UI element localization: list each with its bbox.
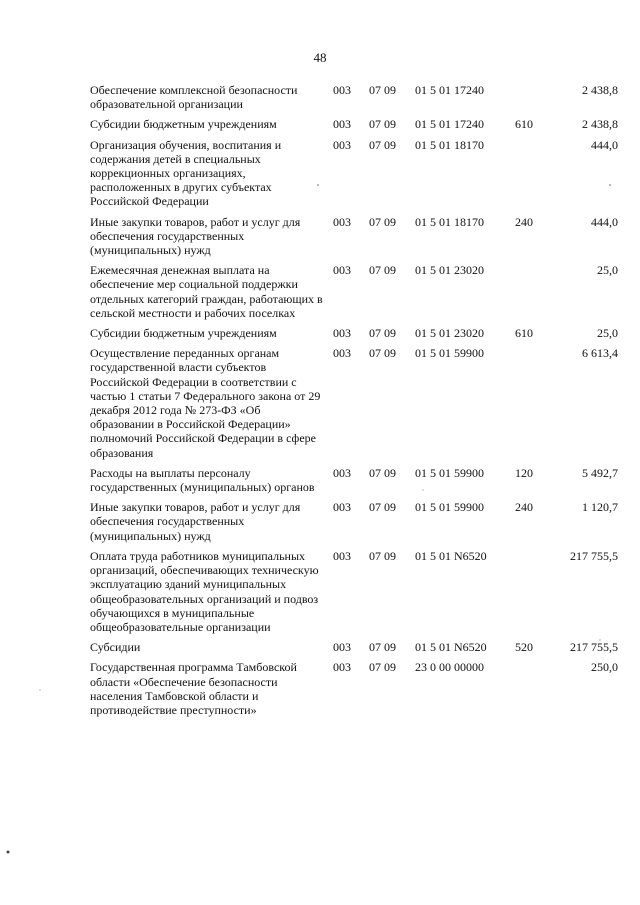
row-type-code (515, 263, 547, 326)
row-target-code: 01 5 01 N6520 (415, 548, 487, 563)
row-amount: 250,0 (591, 660, 618, 675)
row-ved-code: 003 (333, 117, 351, 132)
scan-speck (7, 851, 10, 854)
row-type-code: 240 (515, 214, 533, 229)
row-name: Субсидии бюджетным учреждениям (90, 117, 277, 132)
table-row (90, 326, 618, 346)
row-type-code (515, 83, 547, 117)
row-section-code: 07 09 (369, 640, 396, 655)
row-name: Расходы на выплаты персоналу государственных (муниципальных) органов (90, 465, 315, 495)
row-ved-code: 003 (333, 548, 351, 563)
row-name: Осуществление переданных органам государственной власти субъектов Российской Федерации в соответствии с частью 1 статьи 7 Федерального закона от 29 декабря 2012 года № 273-ФЗ «Об образовании в Российской Федерации» полномочий Российской Федерации в сфере образования (90, 346, 321, 460)
row-name: Субсидии (90, 640, 141, 655)
row-amount: 444,0 (591, 137, 618, 152)
row-target-code: 23 0 00 00000 (415, 660, 484, 675)
row-ved-code: 003 (333, 465, 351, 480)
row-amount: 1 120,7 (582, 500, 618, 515)
scan-speck (39, 689, 40, 690)
row-name: Организация обучения, воспитания и содержания детей в специальных коррекционных организациях, расположенных в других субъектах Российской Федерации (90, 137, 282, 209)
row-type-code (515, 549, 547, 640)
table-row (90, 215, 618, 264)
table-row (90, 346, 618, 466)
row-name: Обеспечение комплексной безопасности образовательной организации (90, 83, 298, 112)
row-ved-code: 003 (333, 83, 351, 97)
table-row (90, 83, 618, 117)
row-ved-code: 003 (333, 214, 351, 229)
row-target-code: 01 5 01 23020 (415, 326, 484, 341)
row-ved-code: 003 (333, 137, 351, 152)
row-section-code: 07 09 (369, 548, 396, 563)
row-type-code: 520 (515, 640, 533, 655)
row-type-code: 610 (515, 117, 533, 132)
row-ved-code: 003 (333, 500, 351, 515)
row-type-code (515, 660, 547, 723)
row-ved-code: 003 (333, 263, 351, 278)
row-section-code: 07 09 (369, 500, 396, 515)
row-amount: 217 755,5 (570, 640, 618, 655)
row-amount: 2 438,8 (582, 83, 618, 97)
row-section-code: 07 09 (369, 346, 396, 361)
row-name: Оплата труда работников муниципальных организаций, обеспечивающих техническую эксплуатацию зданий муниципальных общеобразовательных организаций и подвоз обучающихся в муниципальные общеобразовательные организации (90, 548, 319, 634)
row-section-code: 07 09 (369, 263, 396, 278)
row-type-code (515, 138, 547, 215)
row-name: Ежемесячная денежная выплата на обеспечение мер социальной поддержки отдельных категорий граждан, работающих в сельской местности и рабочих поселках (90, 263, 323, 320)
row-target-code: 01 5 01 18170 (415, 214, 484, 229)
table-row (90, 500, 618, 549)
table-row (90, 138, 618, 215)
budget-table (90, 83, 618, 723)
row-section-code: 07 09 (369, 214, 396, 229)
row-amount: 444,0 (591, 214, 618, 229)
row-target-code: 01 5 01 59900 (415, 465, 484, 480)
row-section-code: 07 09 (369, 465, 396, 480)
row-name: Иные закупки товаров, работ и услуг для обеспечения государственных (муниципальных) нужд (90, 500, 301, 543)
row-target-code: 01 5 01 59900 (415, 500, 484, 515)
row-amount: 217 755,5 (570, 548, 618, 563)
table-row (90, 640, 618, 660)
row-ved-code: 003 (333, 326, 351, 341)
table-row (90, 660, 618, 723)
table-row (90, 117, 618, 137)
row-target-code: 01 5 01 17240 (415, 83, 484, 97)
row-type-code: 610 (515, 326, 533, 341)
row-type-code (515, 346, 547, 466)
table-row (90, 263, 618, 326)
row-section-code: 07 09 (369, 137, 396, 152)
row-target-code: 01 5 01 23020 (415, 263, 484, 278)
row-target-code: 01 5 01 18170 (415, 137, 484, 152)
row-name: Субсидии бюджетным учреждениям (90, 326, 277, 341)
row-ved-code: 003 (333, 660, 351, 675)
row-type-code: 240 (515, 500, 533, 515)
page-number: 48 (313, 50, 327, 65)
table-row (90, 466, 618, 500)
row-amount: 25,0 (597, 263, 618, 278)
row-target-code: 01 5 01 17240 (415, 117, 484, 132)
row-amount: 5 492,7 (582, 465, 618, 480)
row-name: Иные закупки товаров, работ и услуг для обеспечения государственных (муниципальных) нужд (90, 214, 301, 258)
row-amount: 6 613,4 (582, 346, 618, 361)
row-type-code: 120 (515, 465, 533, 480)
row-ved-code: 003 (333, 640, 351, 655)
row-section-code: 07 09 (369, 117, 396, 132)
row-amount: 2 438,8 (582, 117, 618, 132)
row-target-code: 01 5 01 59900 (415, 346, 484, 361)
row-amount: 25,0 (597, 326, 618, 341)
row-section-code: 07 09 (369, 660, 396, 675)
row-name: Государственная программа Тамбовской области «Обеспечение безопасности населения Тамбовской области и противодействие преступности» (90, 660, 297, 717)
row-ved-code: 003 (333, 346, 351, 361)
table-row (90, 549, 618, 640)
row-target-code: 01 5 01 N6520 (415, 640, 487, 655)
row-section-code: 07 09 (369, 326, 396, 341)
row-section-code: 07 09 (369, 83, 396, 97)
